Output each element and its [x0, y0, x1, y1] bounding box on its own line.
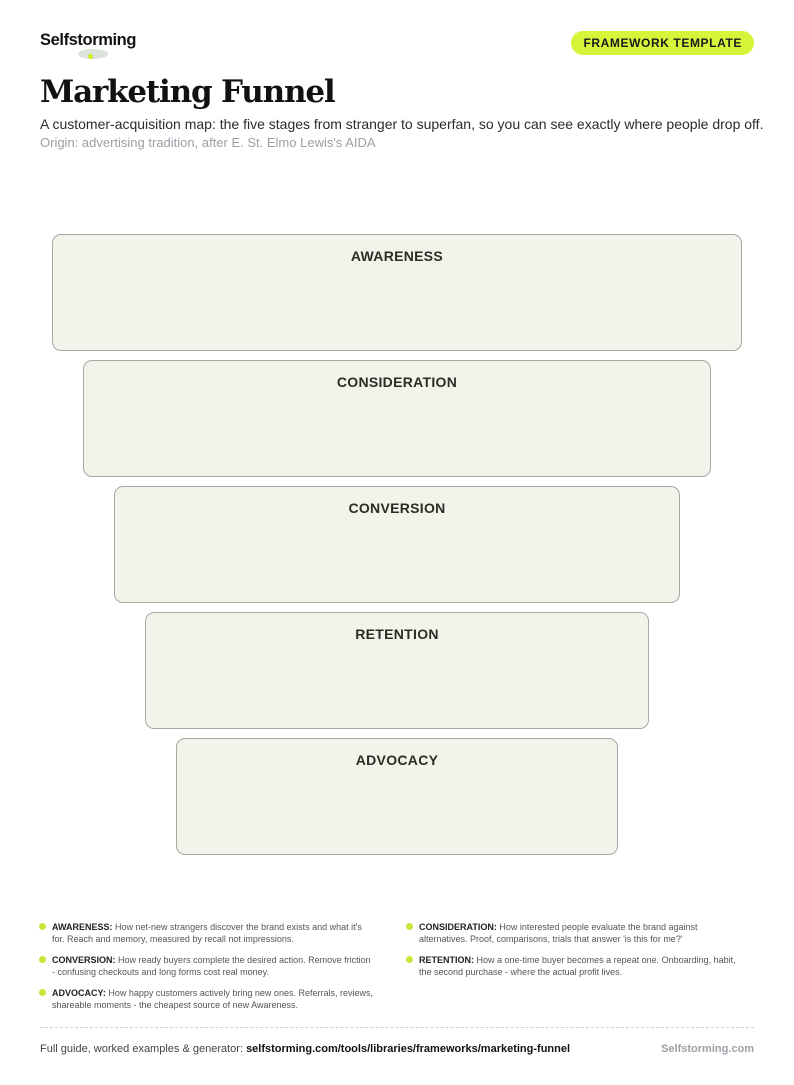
logo-text: Selfstorming	[40, 31, 137, 49]
bullet-dot-icon	[39, 923, 46, 930]
stage-label: RETENTION	[355, 626, 439, 642]
footer-guide	[40, 1043, 570, 1055]
stage-conversion[interactable]	[114, 486, 680, 603]
definition-item	[39, 987, 374, 1011]
framework-badge: FRAMEWORK TEMPLATE	[571, 31, 754, 55]
definition-term: CONVERSION:	[52, 955, 116, 965]
page-subtitle: A customer-acquisition map: the five stages from stranger to superfan, so you can see exactly where people drop off.	[40, 116, 764, 132]
footer-link[interactable]: selfstorming.com/tools/libraries/frameworks/marketing-funnel	[246, 1043, 571, 1055]
definition-text: How net-new strangers discover the brand exists and what it's for. Reach and memory, measured by recall not impressions.	[52, 922, 362, 944]
bullet-dot-icon	[406, 956, 413, 963]
origin-note: Origin: advertising tradition, after E. St. Elmo Lewis's AIDA	[40, 135, 376, 150]
definition-text: How ready buyers complete the desired action. Remove friction - confusing checkouts and long forms cost real money.	[52, 955, 371, 977]
stage-label: ADVOCACY	[355, 752, 439, 768]
stage-label: CONVERSION	[348, 500, 446, 516]
stage-advocacy[interactable]	[176, 738, 618, 855]
footer-lead: Full guide, worked examples & generator:	[40, 1043, 243, 1055]
stage-label: AWARENESS	[350, 248, 444, 264]
definition-item	[406, 921, 741, 945]
definition-item	[406, 954, 741, 978]
stage-consideration[interactable]	[83, 360, 711, 477]
footer-brand[interactable]: Selfstorming.com	[661, 1043, 754, 1055]
definition-term: CONSIDERATION:	[419, 922, 497, 932]
definition-text: How interested people evaluate the brand against alternatives. Proof, comparisons, trials that answer 'is this for me?'	[419, 922, 698, 944]
definition-term: AWARENESS:	[52, 922, 113, 932]
definition-text: How a one-time buyer becomes a repeat one. Onboarding, habit, the second purchase - where the actual profit lives.	[419, 955, 736, 977]
bullet-dot-icon	[39, 956, 46, 963]
definition-item	[39, 954, 374, 978]
bullet-dot-icon	[406, 923, 413, 930]
definition-text: How happy customers actively bring new ones. Referrals, reviews, shareable moments - the cheapest source of new Awareness.	[52, 988, 373, 1010]
spark-icon	[88, 54, 93, 59]
footer-divider	[40, 1027, 754, 1028]
definition-term: RETENTION:	[419, 955, 474, 965]
cloud-icon	[78, 49, 108, 59]
stage-awareness[interactable]	[52, 234, 742, 351]
bullet-dot-icon	[39, 989, 46, 996]
page-title: Marketing Funnel	[40, 74, 335, 110]
stage-retention[interactable]	[145, 612, 649, 729]
stage-label: CONSIDERATION	[336, 374, 458, 390]
definition-term: ADVOCACY:	[52, 988, 106, 998]
definition-item	[39, 921, 374, 945]
